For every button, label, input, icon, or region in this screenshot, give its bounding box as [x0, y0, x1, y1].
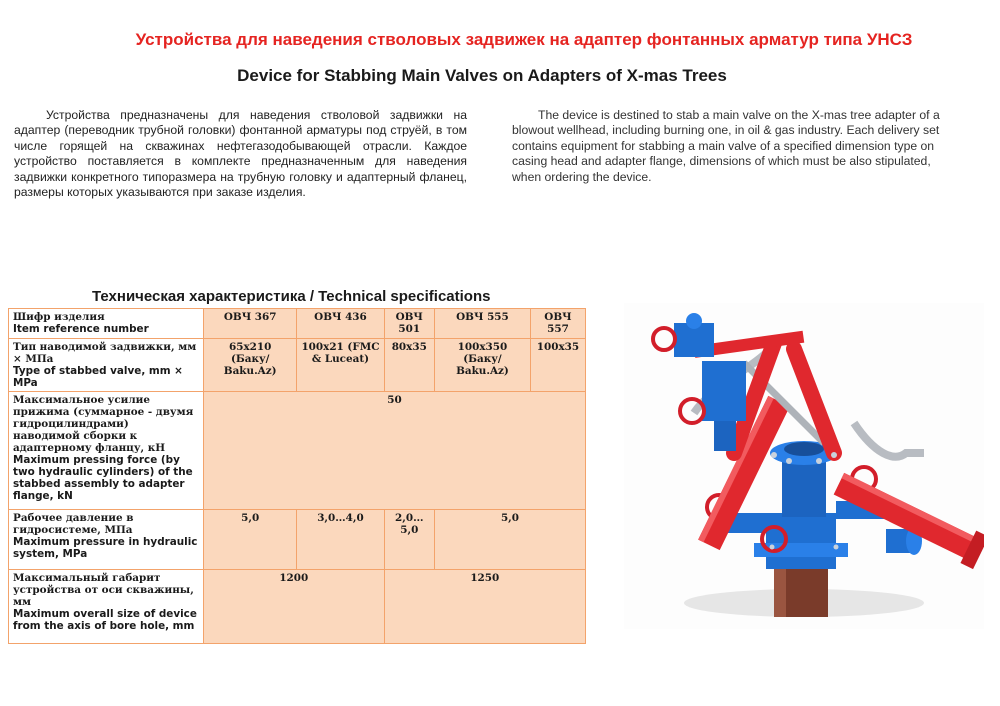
- description-english: The device is destined to stab a main valve on the X-mas tree adapter of a blowout wellhead, including burning one, in oil & gas industry. Each delivery set contains equipment for stabbing a main valve of a specified dimension type on casing head and adapter flange, dimensions of which must be also stipulated, when ordering the device.: [512, 108, 940, 184]
- model-cell: ОВЧ 555: [434, 309, 530, 339]
- valve-type-cell: 80x35: [384, 339, 434, 392]
- pressure-value-cell: 5,0: [204, 510, 297, 570]
- specifications-title: Техническая характеристика / Technical specifications: [92, 288, 491, 305]
- row-label-size: [9, 570, 204, 644]
- label-ru: Рабочее давление в гидросистеме, МПа: [13, 512, 134, 536]
- wellhead-stabbing-device-illustration: [624, 303, 984, 629]
- valve-type-cell: 100x21 (FMC & Luceat): [297, 339, 384, 392]
- row-label-force: [9, 392, 204, 510]
- force-value-cell: 50: [204, 392, 586, 510]
- size-value-cell: 1200: [204, 570, 385, 644]
- row-label-item: [9, 309, 204, 339]
- row-label-valve: [9, 339, 204, 392]
- row-label-pressure: [9, 510, 204, 570]
- title-russian: Устройства для наведения стволовых задвижек на адаптер фонтанных арматур типа УНСЗ: [135, 30, 913, 49]
- label-en: Item reference number: [13, 323, 149, 335]
- model-cell: ОВЧ 501: [384, 309, 434, 339]
- label-ru: Максимальный габарит устройства от оси скважины, мм: [13, 572, 194, 608]
- table-row: [9, 510, 586, 570]
- wellhead-device-image: [624, 303, 984, 629]
- label-en: Maximum pressure in hydraulic system, MPa: [13, 536, 198, 560]
- pressure-value-cell: 5,0: [434, 510, 585, 570]
- label-ru: Шифр изделия: [13, 311, 105, 323]
- pressure-value-cell: 3,0…4,0: [297, 510, 384, 570]
- title-english: Device for Stabbing Main Valves on Adapters of X-mas Trees: [237, 66, 727, 85]
- valve-type-cell: 65x210 (Баку/ Baku.Az): [204, 339, 297, 392]
- label-en: Maximum pressing force (by two hydraulic cylinders) of the stabbed assembly to adapter flange, kN: [13, 454, 193, 502]
- table-row: [9, 309, 586, 339]
- table-row: [9, 339, 586, 392]
- model-cell: ОВЧ 367: [204, 309, 297, 339]
- model-cell: ОВЧ 436: [297, 309, 384, 339]
- size-value-cell: 1250: [384, 570, 585, 644]
- label-ru: Максимальное усилие прижима (суммарное - двумя гидроцилиндрами) наводимой сборки к адаптерному фланцу, кН: [13, 394, 194, 454]
- table-row: [9, 392, 586, 510]
- pressure-value-cell: 2,0…5,0: [384, 510, 434, 570]
- label-en: Maximum overall size of device from the axis of bore hole, mm: [13, 608, 197, 632]
- valve-type-cell: 100x35: [530, 339, 585, 392]
- label-ru: Тип наводимой задвижки, мм × МПа: [13, 341, 197, 365]
- model-cell: ОВЧ 557: [530, 309, 585, 339]
- valve-type-cell: 100x350 (Баку/ Baku.Az): [434, 339, 530, 392]
- table-row: [9, 570, 586, 644]
- description-russian: Устройства предназначены для наведения стволовой задвижки на адаптер (переводник трубной головки) фонтанной арматуры под струёй, в том числе горящей на скважинах нефтегазодобывающей отрасли. Каждое устройство поставляется в комплекте предназначенным для наведения задвижки конкретного типоразмера на трубную головку и адаптерный фланец, размеры которых указываются при заказе изделия.: [14, 108, 467, 200]
- label-en: Type of stabbed valve, mm × MPa: [13, 365, 183, 389]
- specifications-table: [8, 308, 586, 644]
